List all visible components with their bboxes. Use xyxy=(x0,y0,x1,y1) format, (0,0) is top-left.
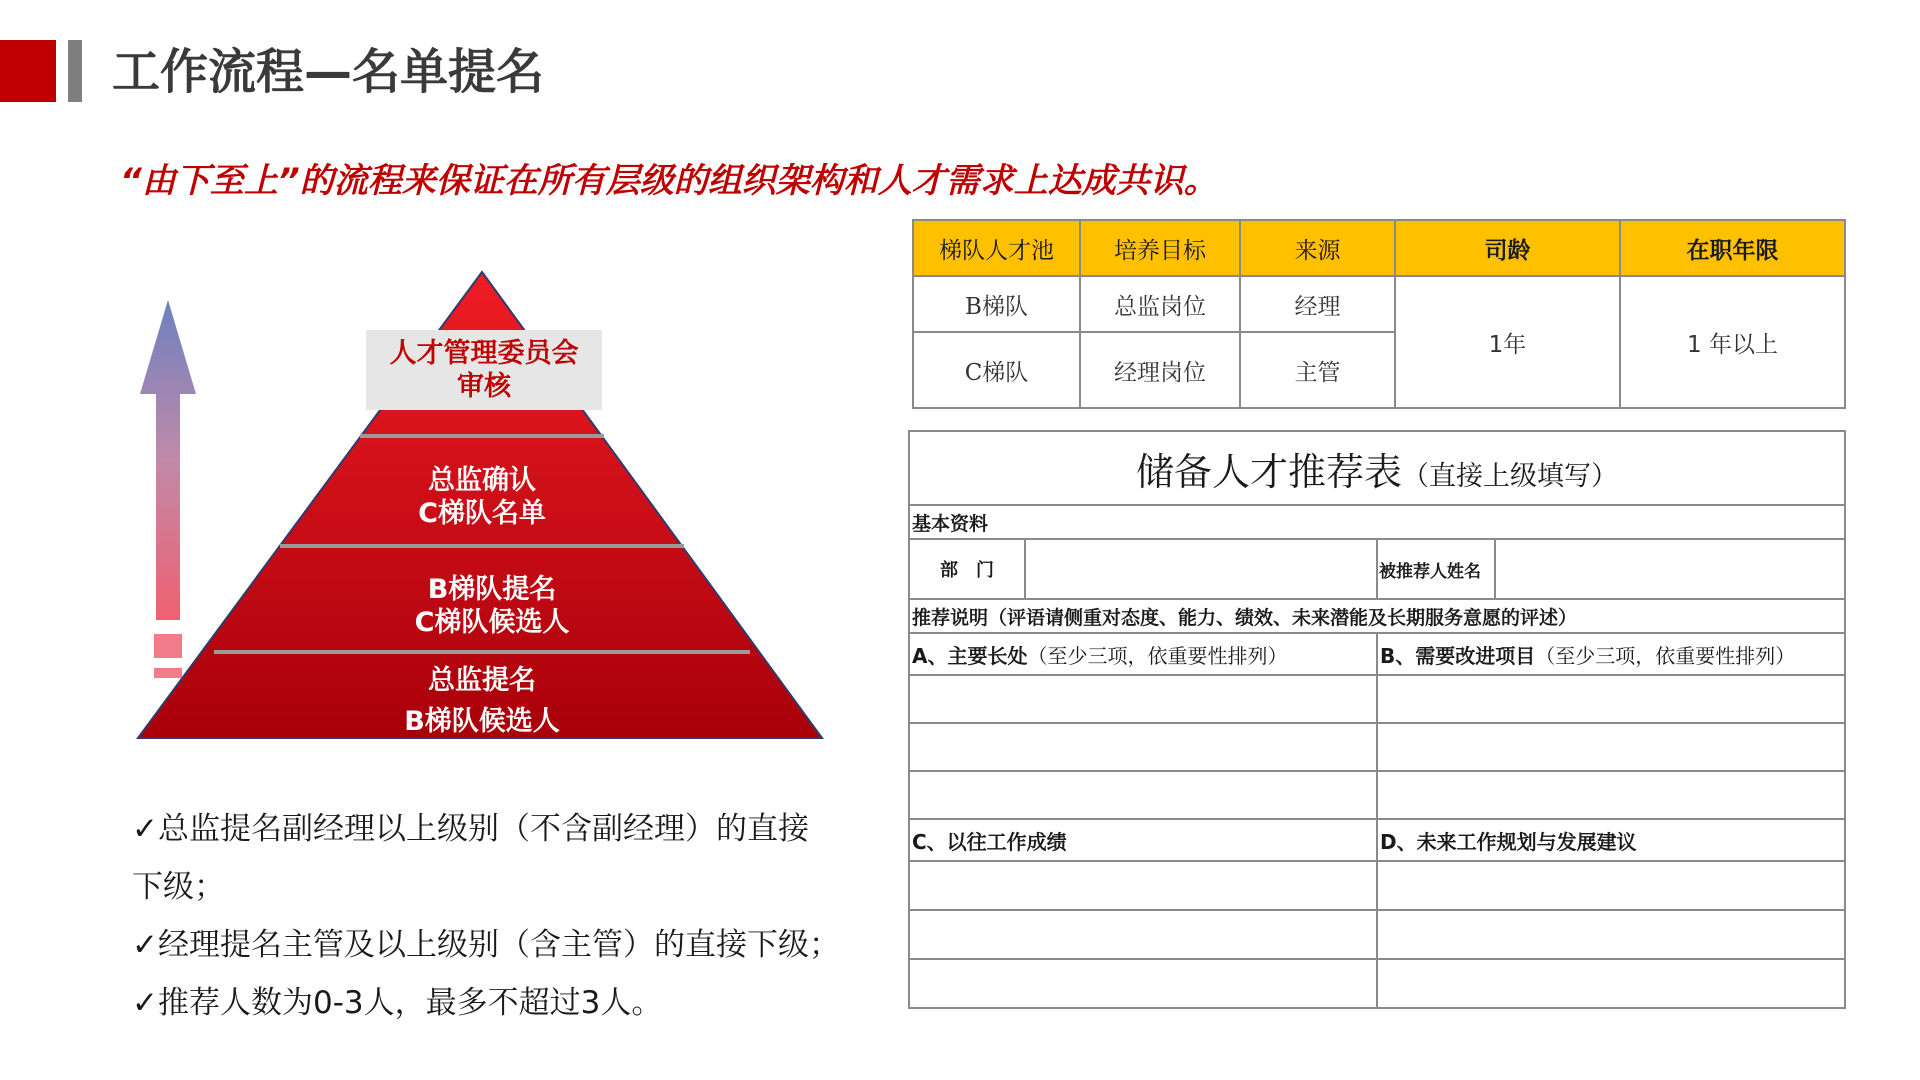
header-cell: 司龄 xyxy=(1395,220,1620,276)
header-cell: 来源 xyxy=(1240,220,1395,276)
up-arrow xyxy=(140,300,196,620)
nominee-label: 被推荐人姓名 xyxy=(1377,539,1495,599)
form-section-row xyxy=(909,505,1845,539)
form-blank-row xyxy=(909,675,1845,723)
bullet-2: ✓经理提名主管及以上级别（含主管）的直接下级； xyxy=(132,927,840,963)
echelon-table xyxy=(912,219,1846,409)
subtitle: “由下至上”的流程来保证在所有层级的组织架构和人才需求上达成共识。 xyxy=(120,161,1218,201)
improvements-field[interactable] xyxy=(1377,675,1845,723)
table-cell: 经理岗位 xyxy=(1080,332,1240,408)
bullet-1: ✓总监提名副经理以上级别（不含副经理）的直接 xyxy=(132,811,809,847)
tenure-cell: 1年 xyxy=(1395,276,1620,408)
dept-field[interactable] xyxy=(1025,539,1377,599)
future-plan-field[interactable] xyxy=(1377,861,1845,910)
table-cell: 主管 xyxy=(1240,332,1395,408)
strengths-field[interactable] xyxy=(909,675,1377,723)
improvements-field[interactable] xyxy=(1377,723,1845,771)
form-dept-row xyxy=(909,539,1845,599)
past-results-field[interactable] xyxy=(909,910,1377,959)
past-results-label: C、以往工作成绩 xyxy=(909,819,1377,861)
table-cell: C梯队 xyxy=(913,332,1080,408)
nominee-field[interactable] xyxy=(1495,539,1845,599)
form-section-row xyxy=(909,599,1845,633)
form-blank-row xyxy=(909,861,1845,910)
pyramid-level-2: B梯队提名 C梯队候选人 xyxy=(414,574,570,638)
table-cell: B梯队 xyxy=(913,276,1080,332)
recommendation-form xyxy=(908,430,1846,1009)
improvements-field[interactable] xyxy=(1377,771,1845,819)
form-title: 储备人才推荐表（直接上级填写） xyxy=(909,431,1845,505)
form-title-row xyxy=(909,431,1845,505)
table-cell: 总监岗位 xyxy=(1080,276,1240,332)
improvements-label: B、需要改进项目（至少三项，依重要性排列） xyxy=(1377,633,1845,675)
dept-label: 部 门 xyxy=(909,539,1025,599)
form-blank-row xyxy=(909,959,1845,1008)
header-cell: 培养目标 xyxy=(1080,220,1240,276)
description-label: 推荐说明（评语请侧重对态度、能力、绩效、未来潜能及长期服务意愿的评述） xyxy=(909,599,1845,633)
strengths-field[interactable] xyxy=(909,771,1377,819)
header-cell: 在职年限 xyxy=(1620,220,1845,276)
pyramid-level-3: 总监提名 B梯队候选人 xyxy=(404,665,560,737)
past-results-field[interactable] xyxy=(909,861,1377,910)
past-results-field[interactable] xyxy=(909,959,1377,1008)
pyramid-apex-label: 人才管理委员会 审核 xyxy=(366,330,602,410)
bullet-3: ✓推荐人数为0-3人，最多不超过3人。 xyxy=(132,985,663,1021)
strengths-label: A、主要长处（至少三项，依重要性排列） xyxy=(909,633,1377,675)
pyramid-level-1: 总监确认 C梯队名单 xyxy=(418,465,546,529)
bullet-1-cont: 下级； xyxy=(132,869,225,905)
form-blank-row xyxy=(909,723,1845,771)
form-cd-header-row xyxy=(909,819,1845,861)
strengths-field[interactable] xyxy=(909,723,1377,771)
form-blank-row xyxy=(909,910,1845,959)
table-row xyxy=(913,276,1845,332)
arrow-dash-2 xyxy=(154,668,182,678)
future-plan-label: D、未来工作规划与发展建议 xyxy=(1377,819,1845,861)
form-ab-header-row xyxy=(909,633,1845,675)
page-title: 工作流程—名单提名 xyxy=(112,44,545,100)
title-accent-red xyxy=(0,40,56,102)
table-cell: 经理 xyxy=(1240,276,1395,332)
bullet-list xyxy=(132,800,872,1032)
form-blank-row xyxy=(909,771,1845,819)
future-plan-field[interactable] xyxy=(1377,959,1845,1008)
arrow-dash-1 xyxy=(154,634,182,658)
basic-info-label: 基本资料 xyxy=(909,505,1845,539)
header-cell: 梯队人才池 xyxy=(913,220,1080,276)
future-plan-field[interactable] xyxy=(1377,910,1845,959)
title-accent-gray xyxy=(68,40,82,102)
table-header-row xyxy=(913,220,1845,276)
years-cell: 1 年以上 xyxy=(1620,276,1845,408)
